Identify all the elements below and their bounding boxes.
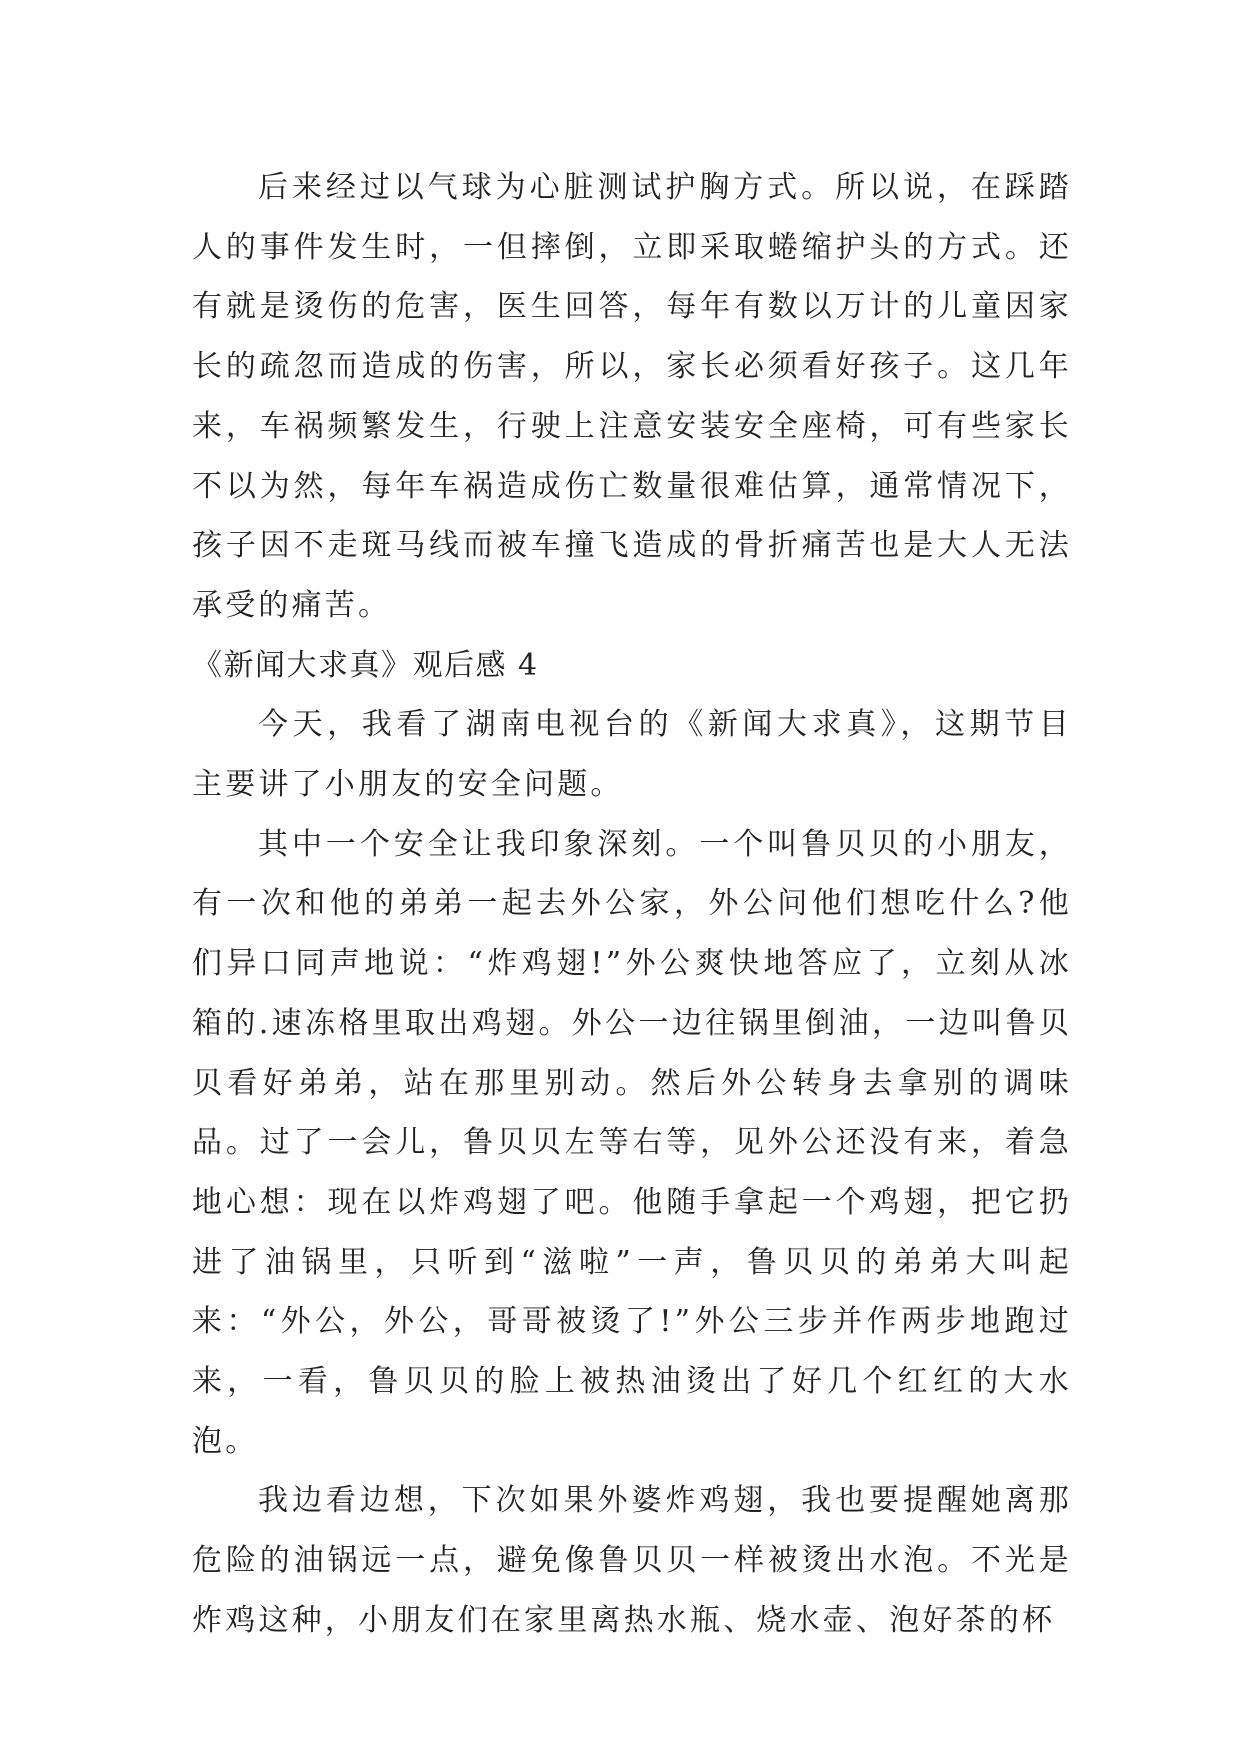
paragraph-body: 后来经过以气球为心脏测试护胸方式。所以说，在踩踏人的事件发生时，一但摔倒，立即采取蜷缩护头的方式。还有就是烫伤的危害，医生回答，每年有数以万计的儿童因家长的疏忽而造成的伤害，所以，家长必须看好孩子。这几年来，车祸频繁发生，行驶上注意安装安全座椅，可有些家长不以为然，每年车祸造成伤亡数量很难估算，通常情况下，孩子因不走斑马线而被车撞飞造成的骨折痛苦也是大人无法承受的痛苦。 [192,170,1072,623]
document-page [192,158,1072,1651]
paragraph-body: 其中一个安全让我印象深刻。一个叫鲁贝贝的小朋友，有一次和他的弟弟一起去外公家，外公问他们想吃什么?他们异口同声地说：“炸鸡翅!”外公爽快地答应了，立刻从冰箱的.速冻格里取出鸡翅。外公一边往锅里倒油，一边叫鲁贝贝看好弟弟，站在那里别动。然后外公转身去拿别的调味品。过了一会儿，鲁贝贝左等右等，见外公还没有来，着急地心想：现在以炸鸡翅了吧。他随手拿起一个鸡翅，把它扔进了油锅里，只听到“滋啦”一声，鲁贝贝的弟弟大叫起来：“外公，外公，哥哥被烫了!”外公三步并作两步地跑过来，一看，鲁贝贝的脸上被热油烫出了好几个红红的大水泡。 [192,826,1072,1459]
section-heading: 《新闻大求真》观后感 4 [192,647,539,683]
paragraph-body: 今天，我看了湖南电视台的《新闻大求真》，这期节目主要讲了小朋友的安全问题。 [192,707,1072,803]
paragraph-body: 我边看边想，下次如果外婆炸鸡翅，我也要提醒她离那危险的油锅远一点，避免像鲁贝贝一样被烫出水泡。不光是炸鸡这种，小朋友们在家里离热水瓶、烧水壶、泡好茶的杯 [192,1483,1072,1638]
